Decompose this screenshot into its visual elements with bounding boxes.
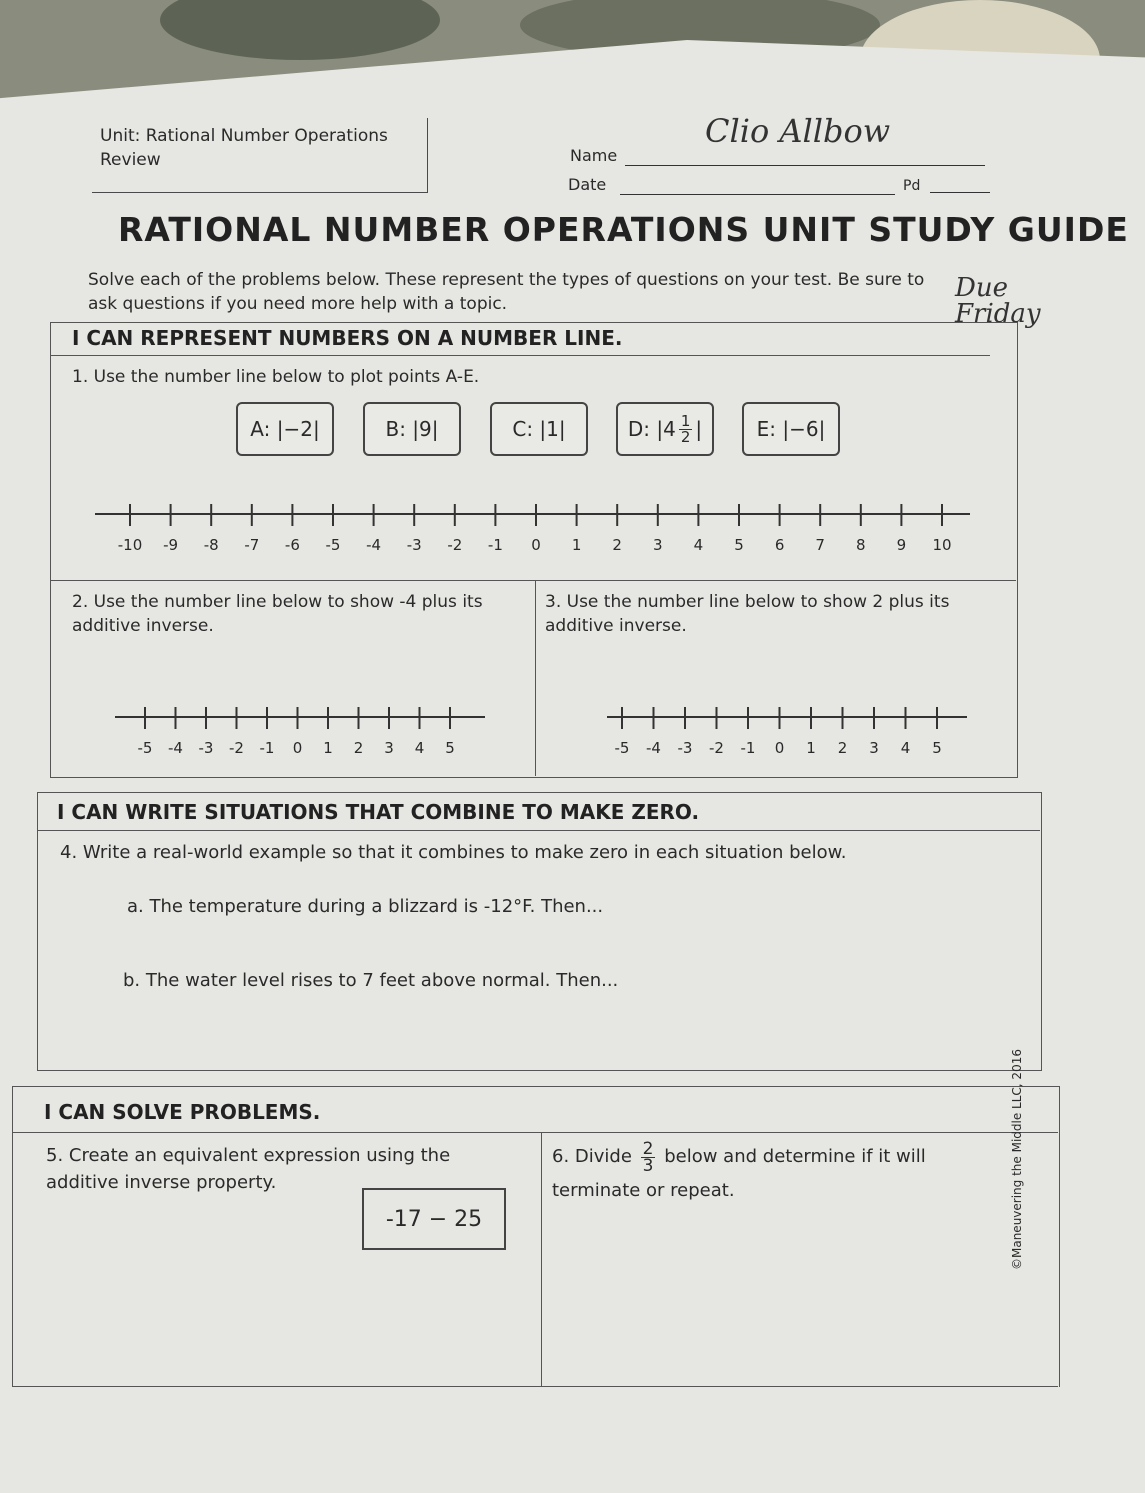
- tick-label: 2: [353, 739, 364, 757]
- tick-label: -7: [244, 536, 260, 554]
- q6-prefix: 6. Divide: [552, 1146, 632, 1167]
- section3-heading: I CAN SOLVE PROBLEMS.: [44, 1100, 321, 1124]
- tick-label: -5: [325, 536, 341, 554]
- section-bottom-rule: [12, 1386, 1058, 1387]
- tick-label: 5: [932, 739, 942, 757]
- tick-label: -9: [163, 536, 179, 554]
- handwritten-due-note: Due Friday: [955, 273, 1041, 329]
- tick-label: 10: [932, 536, 952, 554]
- fraction-numerator: 2: [642, 1138, 654, 1159]
- tick-label: 7: [815, 536, 825, 554]
- name-label: Name: [570, 146, 618, 165]
- tick-label: 3: [384, 739, 394, 757]
- page-title: RATIONAL NUMBER OPERATIONS UNIT STUDY GUIDE: [118, 210, 1129, 249]
- handwritten-name: Clio Allbow: [705, 112, 891, 150]
- tick-label: -4: [646, 739, 661, 757]
- instructions: Solve each of the problems below. These represent the types of questions on your test. Be sure to ask questions if you need more help with a topic.: [88, 270, 925, 314]
- point-box-a: A: |−2|: [236, 402, 334, 456]
- number-line-negative-10-to-10[interactable]: [95, 500, 975, 560]
- tick-label: -3: [198, 739, 214, 757]
- tick-label: 1: [806, 739, 816, 757]
- tick-label: 4: [414, 739, 425, 757]
- fraction-denominator: 2: [680, 427, 691, 446]
- tick-label: 0: [774, 739, 785, 757]
- question-6: [552, 1140, 992, 1208]
- tick-label: -2: [229, 739, 244, 757]
- point-box-c: C: |1|: [490, 402, 588, 456]
- number-line-q3[interactable]: [607, 703, 967, 763]
- tick-label: 4: [900, 739, 911, 757]
- period-label: Pd: [903, 178, 921, 194]
- number-line-q2[interactable]: [115, 703, 485, 763]
- copyright-notice: ©Maneuvering the Middle LLC, 2016: [1010, 1049, 1024, 1270]
- q6-suffix: below and determine if it will terminate or repeat.: [552, 1146, 926, 1201]
- tick-label: -3: [406, 536, 422, 554]
- tick-label: 3: [653, 536, 663, 554]
- tick-label: 6: [774, 536, 785, 554]
- tick-label: -2: [447, 536, 463, 554]
- tick-label: -1: [740, 739, 756, 757]
- tick-label: -5: [137, 739, 153, 757]
- tick-label: -10: [117, 536, 143, 554]
- tick-label: -4: [168, 739, 183, 757]
- review-label: Review: [100, 150, 161, 170]
- column-divider: [541, 1132, 542, 1386]
- point-d-label: D: |4: [627, 417, 676, 441]
- tick-label: -3: [677, 739, 693, 757]
- question-4: 4. Write a real-world example so that it combines to make zero in each situation below.: [60, 842, 847, 863]
- tick-label: -4: [366, 536, 382, 554]
- fraction-denominator: 3: [642, 1155, 654, 1176]
- point-box-e: E: |−6|: [742, 402, 840, 456]
- period-line: [930, 192, 990, 193]
- date-line: [620, 194, 895, 195]
- section-divider: [12, 1132, 1058, 1133]
- tick-label: -2: [709, 739, 724, 757]
- tick-label: -6: [284, 536, 300, 554]
- fraction-numerator: 1: [680, 411, 691, 430]
- tick-label: 9: [896, 536, 907, 554]
- tick-label: 5: [445, 739, 455, 757]
- column-divider: [535, 580, 536, 776]
- tick-label: 1: [323, 739, 333, 757]
- fraction-two-thirds: [641, 1138, 656, 1176]
- tick-label: -8: [203, 536, 219, 554]
- section2-heading: I CAN WRITE SITUATIONS THAT COMBINE TO MAKE ZERO.: [57, 800, 700, 824]
- expression-box: -17 − 25: [362, 1188, 506, 1250]
- name-line: [625, 165, 985, 166]
- question-3: 3. Use the number line below to show 2 plus its additive inverse.: [545, 592, 950, 636]
- fraction-one-half: [679, 411, 693, 446]
- tick-label: 0: [531, 536, 541, 554]
- point-box-b: B: |9|: [363, 402, 461, 456]
- tick-label: 8: [856, 536, 866, 554]
- tick-label: -5: [614, 739, 630, 757]
- question-2: 2. Use the number line below to show -4 plus its additive inverse.: [72, 592, 483, 636]
- section-divider: [50, 355, 990, 356]
- tick-label: -1: [259, 739, 275, 757]
- question-5: 5. Create an equivalent expression using the additive inverse property.: [46, 1145, 451, 1193]
- section-divider: [37, 830, 1040, 831]
- question-4a: a. The temperature during a blizzard is -12°F. Then...: [127, 896, 604, 917]
- tick-label: 2: [612, 536, 622, 554]
- tick-label: 2: [837, 739, 848, 757]
- tick-label: -1: [487, 536, 503, 554]
- tick-label: 0: [292, 739, 303, 757]
- section-combine-to-zero: [37, 792, 1042, 1071]
- question-4b: b. The water level rises to 7 feet above normal. Then...: [123, 970, 619, 991]
- unit-title: Unit: Rational Number Operations: [100, 126, 388, 146]
- section1-heading: I CAN REPRESENT NUMBERS ON A NUMBER LINE.: [72, 326, 623, 350]
- section-divider: [50, 580, 1016, 581]
- tick-label: 3: [869, 739, 879, 757]
- tick-label: 5: [734, 536, 744, 554]
- date-label: Date: [568, 175, 607, 194]
- point-box-d: [616, 402, 714, 456]
- question-1: 1. Use the number line below to plot points A-E.: [72, 367, 480, 387]
- tick-label: 1: [571, 536, 582, 554]
- tick-label: 4: [693, 536, 704, 554]
- abs-bar: |: [695, 417, 703, 441]
